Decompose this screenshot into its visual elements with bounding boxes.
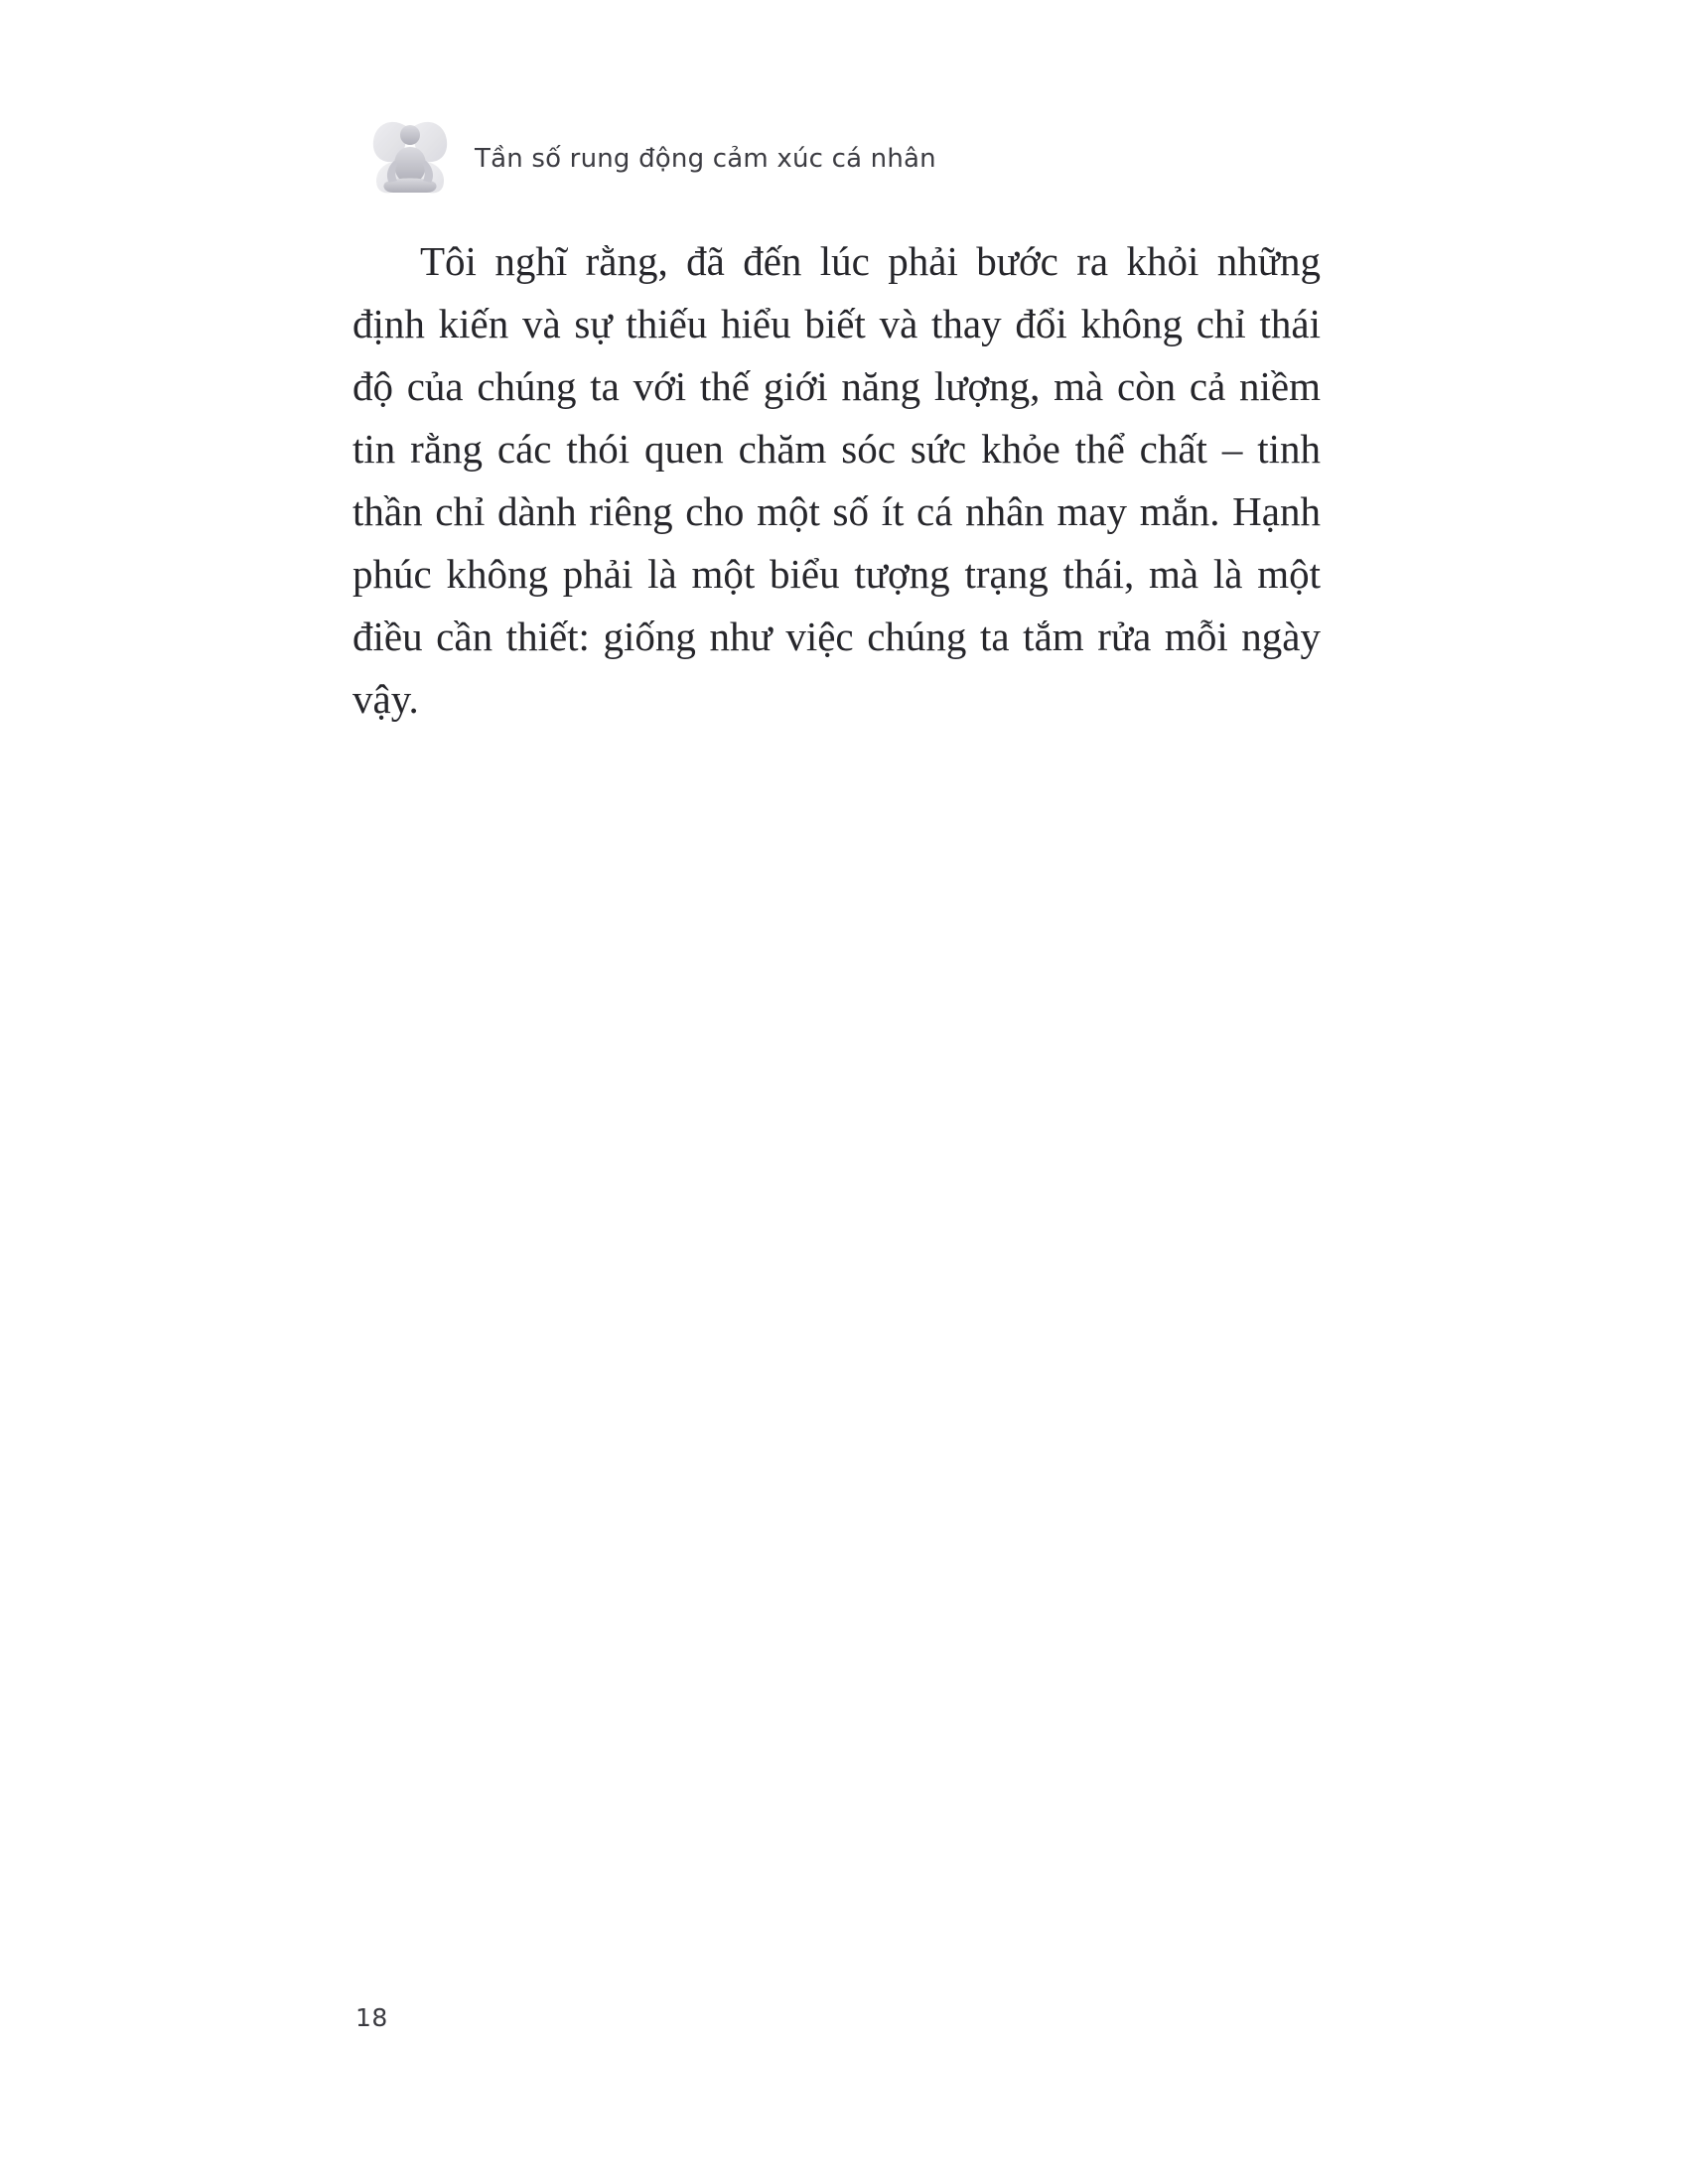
running-head [367,107,936,206]
running-head-title: Tần số rung động cảm xúc cá nhân [475,144,936,174]
page-number: 18 [355,2003,388,2032]
meditating-figure-icon [367,107,453,206]
page-body [352,230,1321,793]
body-paragraph: Tôi nghĩ rằng, đã đến lúc phải bước ra khỏi những định kiến và sự thiếu hiểu biết và thay đổi không chỉ thái độ của chúng ta với thế giới năng lượng, mà còn cả niềm tin rằng các thói quen chăm sóc sức khỏe thể chất – tinh thần chỉ dành riêng cho một số ít cá nhân may mắn. Hạnh phúc không phải là một biểu tượng trạng thái, mà là một điều cần thiết: giống như việc chúng ta tắm rửa mỗi ngày vậy. [352,238,1321,722]
